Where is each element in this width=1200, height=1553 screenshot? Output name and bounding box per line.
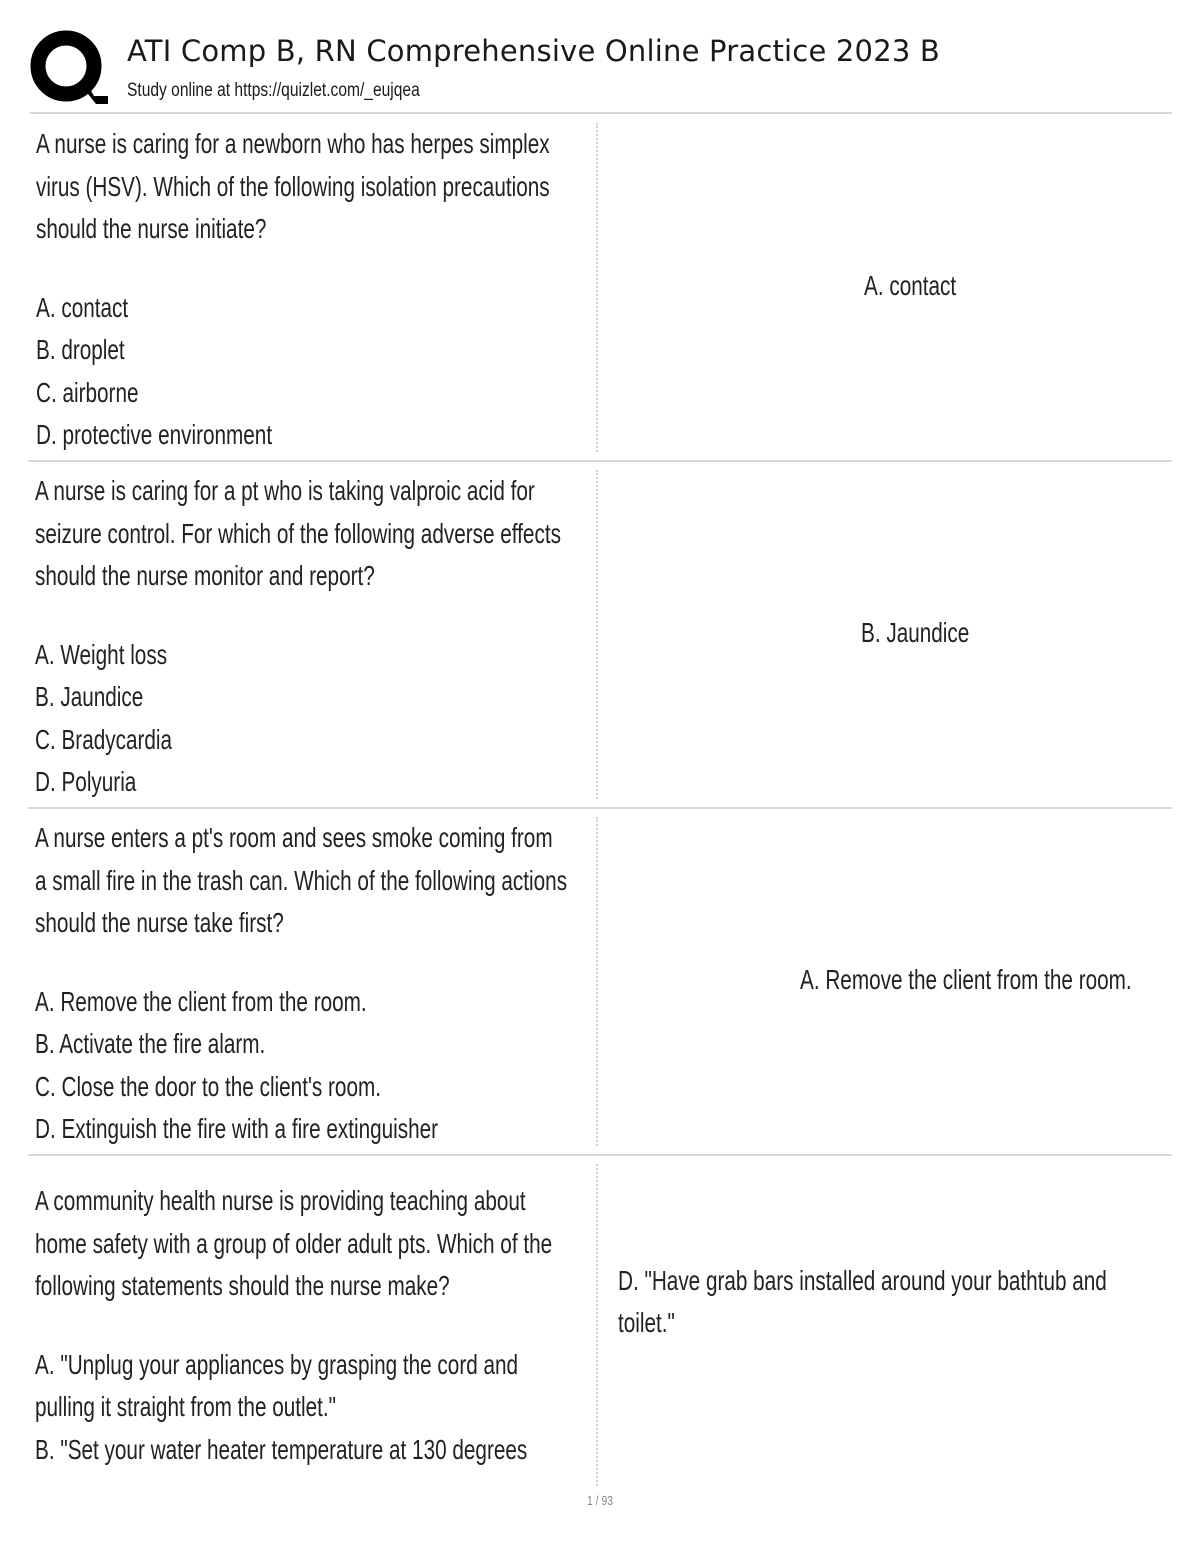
- flashcard-question: [35, 817, 603, 1151]
- option: B. Activate the fire alarm.: [35, 1028, 266, 1059]
- flashcard-list: [28, 115, 1172, 1486]
- option: D. protective environment: [36, 419, 273, 450]
- answer-text: D. "Have grab bars installed around your bathtub and: [618, 1264, 1107, 1296]
- flashcard: [28, 462, 1172, 809]
- option: B. "Set your water heater temperature at 130 degrees: [35, 1433, 528, 1465]
- option: A. Remove the client from the room.: [35, 985, 367, 1017]
- card-divider: [596, 1164, 598, 1486]
- option: A. "Unplug your appliances by grasping the cord and: [35, 1348, 519, 1380]
- flashcard-answer: [600, 1156, 1172, 1486]
- study-online-link[interactable]: Study online at https://quizlet.com/_eujqea: [127, 80, 420, 101]
- answer-text: toilet.": [618, 1307, 675, 1338]
- document-header: [30, 30, 1172, 112]
- flashcard-question: [36, 123, 604, 457]
- option: A. Weight loss: [35, 638, 168, 670]
- option: C. airborne: [36, 376, 139, 408]
- option: C. Close the door to the client's room.: [35, 1070, 382, 1102]
- quizlet-logo-icon: [30, 30, 108, 108]
- option: pulling it straight from the outlet.": [35, 1391, 337, 1422]
- option: D. Extinguish the fire with a fire extinguisher: [35, 1113, 439, 1144]
- option: B. droplet: [36, 334, 125, 365]
- document-title: ATI Comp B, RN Comprehensive Online Practice 2023 B: [127, 34, 941, 68]
- flashcard-question: [35, 1180, 603, 1471]
- flashcard-question: [35, 470, 603, 804]
- option: C. Bradycardia: [35, 723, 173, 755]
- flashcard-answer: B. Jaundice: [861, 617, 970, 649]
- card-divider: [596, 817, 598, 1146]
- header-divider: [30, 112, 1172, 114]
- option: A. contact: [36, 291, 129, 323]
- page-indicator: 1 / 93: [586, 1493, 614, 1508]
- flashcard-answer: A. Remove the client from the room.: [799, 964, 1132, 996]
- flashcard-answer: A. contact: [864, 270, 957, 302]
- question-text: A nurse is caring for a pt who is taking valproic acid for seizure control. For which of the following adverse effects should the nurse monitor and report? A. Weight loss B. Jaundice C. Bradycardia D. Polyuria: [35, 470, 455, 804]
- card-divider: [596, 470, 598, 799]
- flashcard: [28, 1156, 1172, 1486]
- question-text: A community health nurse is providing teaching about home safety with a group of older adult pts. Which of the following statements should the nurse make? A. "Unplug your appliances by grasping the cord and pulling it straight from the outlet." B. "Set your water heater temperature at 130 degrees: [35, 1180, 455, 1471]
- option: B. Jaundice: [35, 681, 144, 712]
- card-divider: [596, 123, 598, 452]
- question-text: A nurse is caring for a newborn who has herpes simplex virus (HSV). Which of the following isolation precautions should the nurse initiate? A. contact B. droplet C. airborne D. protective environment: [36, 123, 456, 457]
- flashcard: [28, 115, 1172, 462]
- question-text: A nurse enters a pt's room and sees smoke coming from a small fire in the trash can. Which of the following actions should the nurse take first? A. Remove the client from the room. B. Activate the fire alarm. C. Close the door to the client's room. D. Extinguish the fire with a fire extinguisher: [35, 817, 455, 1151]
- flashcard: [28, 809, 1172, 1156]
- option: D. Polyuria: [35, 766, 137, 797]
